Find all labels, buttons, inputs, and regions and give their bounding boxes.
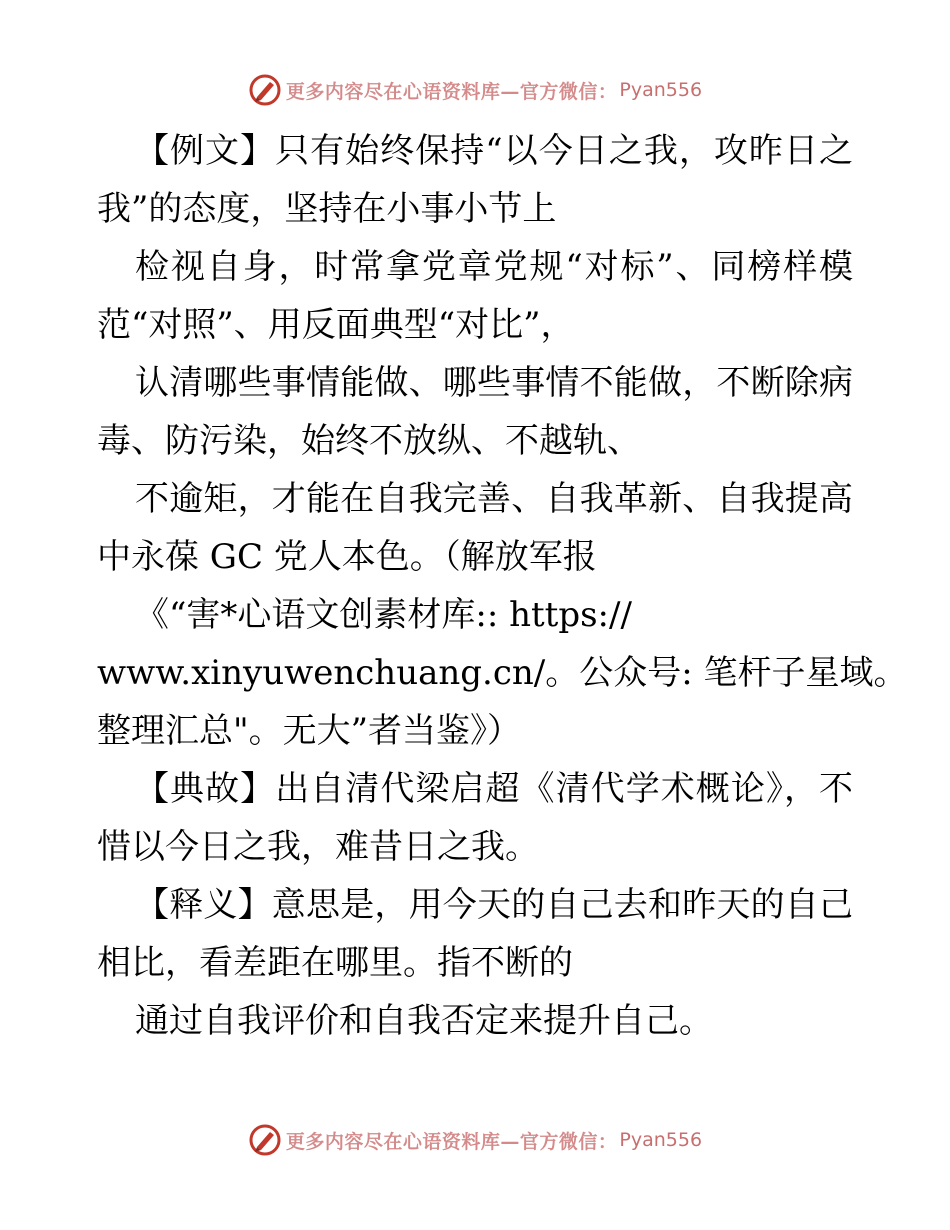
- footer-banner: [0, 1120, 950, 1160]
- header-banner: [0, 70, 950, 110]
- text-line: 相比，看差距在哪里。指不断的: [97, 943, 573, 983]
- banner-text: 更多内容尽在心语资料库—官方微信：: [285, 80, 618, 103]
- banner-text: 更多内容尽在心语资料库—官方微信：: [285, 1130, 618, 1153]
- text-line: 【典故】出自清代梁启超《清代学术概论》，不: [135, 769, 853, 809]
- text-line: 【例文】只有始终保持“以今日之我，攻昨日之: [135, 131, 853, 171]
- text-line: 认清哪些事情能做、哪些事情不能做，不断除病: [135, 363, 853, 403]
- text-line: www.xinyuwenchuang.cn/。公众号: 笔杆子星域。: [97, 653, 908, 693]
- text-line: 通过自我评价和自我否定来提升自己。: [135, 1001, 713, 1041]
- banner-wechat-id: Pyan556: [619, 1129, 703, 1151]
- text-line: 我”的态度，坚持在小事小节上: [97, 189, 557, 229]
- text-line: 检视自身，时常拿党章党规“对标”、同榜样模: [135, 247, 853, 287]
- text-line: 不逾矩，才能在自我完善、自我革新、自我提高: [135, 479, 853, 519]
- text-line: 惜以今日之我，难昔日之我。: [97, 827, 539, 867]
- text-line: 《“害*心语文创素材库:: https://: [135, 595, 632, 635]
- banner-wechat-id: Pyan556: [619, 79, 703, 101]
- text-line: 整理汇总"。无大”者当鉴》）: [97, 711, 522, 751]
- text-line: 毒、防污染，始终不放纵、不越轨、: [97, 421, 641, 461]
- text-line: 中永葆 GC 党人本色。（解放军报: [97, 537, 597, 577]
- pen-logo-icon: [248, 73, 282, 107]
- document-body: [97, 122, 908, 1050]
- pen-logo-icon: [248, 1123, 282, 1157]
- text-line: 范“对照”、用反面典型“对比”，: [97, 305, 575, 345]
- text-line: 【释义】意思是，用今天的自己去和昨天的自己: [135, 885, 853, 925]
